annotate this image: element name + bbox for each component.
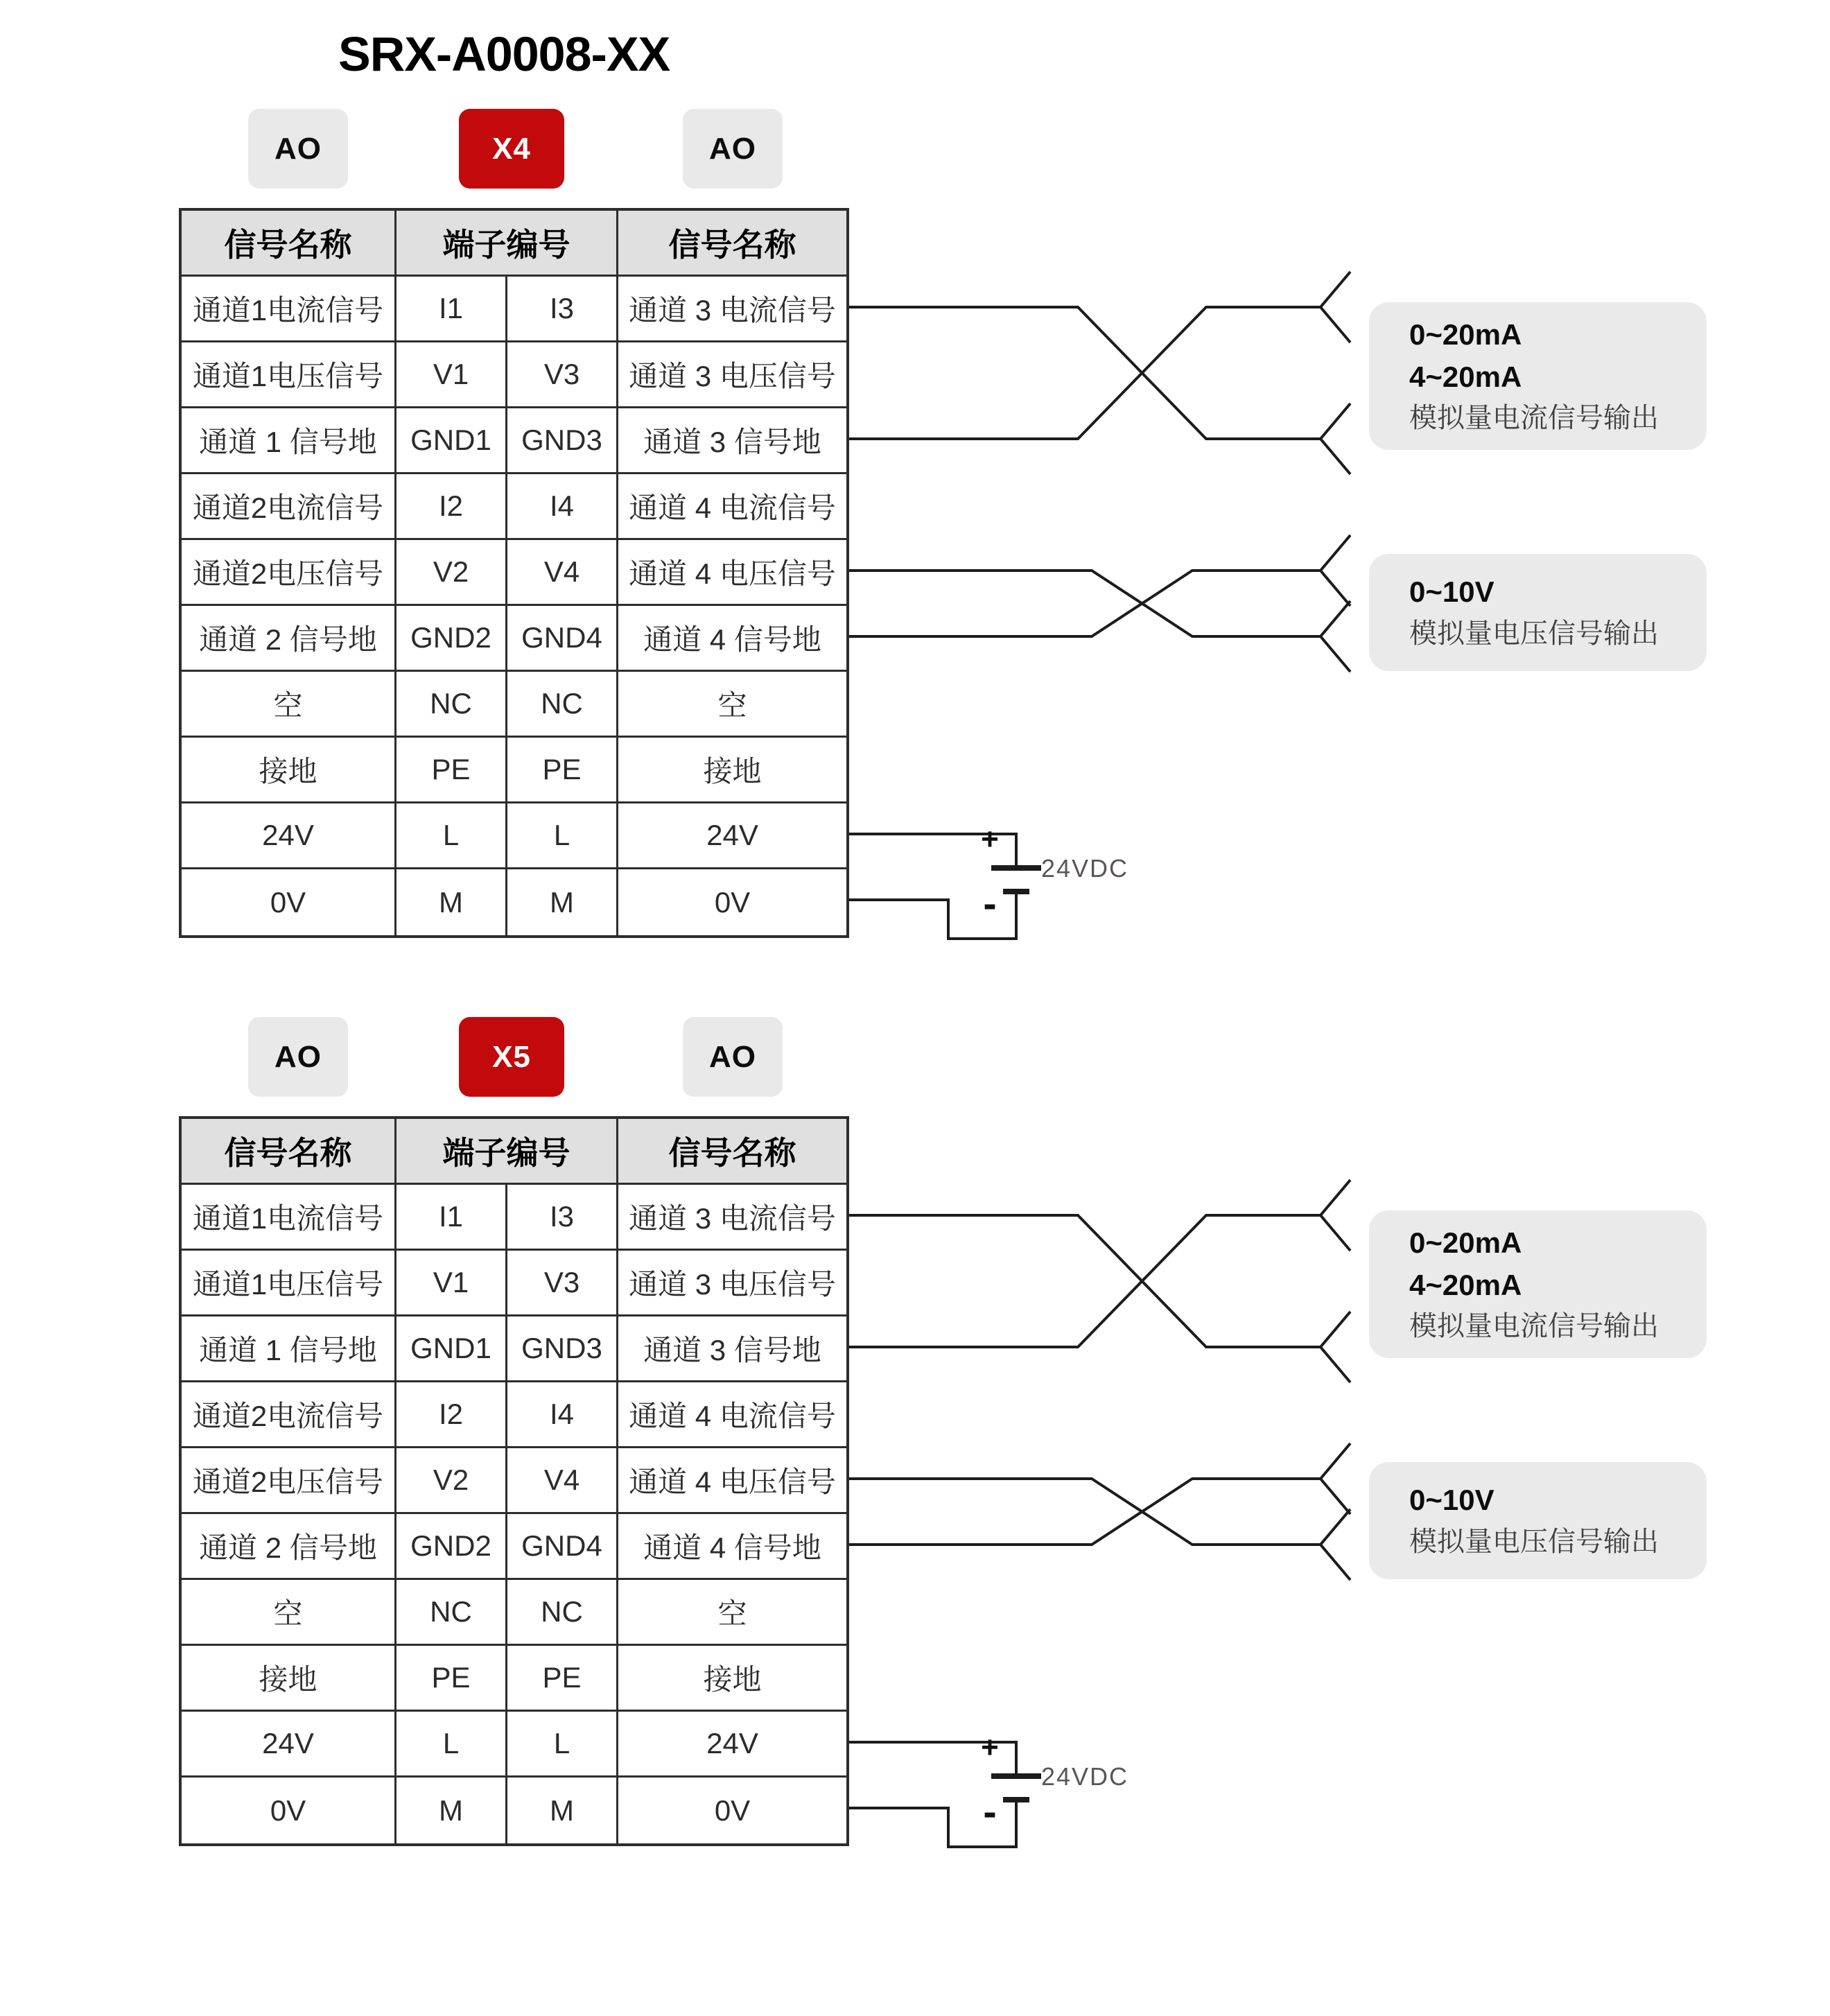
signal-name-cell: 0V	[618, 869, 846, 935]
signal-name-cell: 通道 2 信号地	[182, 606, 397, 672]
badge-ao-right: AO	[683, 109, 783, 189]
terminal-cell: PE	[507, 738, 618, 803]
signal-name-cell: 通道 3 信号地	[618, 408, 846, 474]
note-description: 模拟量电流信号输出	[1409, 402, 1659, 433]
terminal-cell: GND1	[397, 1317, 507, 1382]
signal-name-cell: 空	[182, 1580, 397, 1646]
note-voltage-output	[1369, 554, 1707, 671]
badge-x5: X5	[459, 1017, 564, 1097]
signal-name-cell: 24V	[618, 803, 846, 869]
note-current-output	[1369, 1210, 1707, 1358]
signal-name-cell: 接地	[182, 1646, 397, 1712]
terminal-cell: M	[507, 1778, 618, 1843]
terminal-cell: L	[397, 803, 507, 869]
connector-group-x5	[0, 998, 1830, 1906]
signal-name-cell: 0V	[618, 1778, 846, 1843]
terminal-cell: GND2	[397, 606, 507, 672]
signal-name-cell: 接地	[618, 1646, 846, 1712]
terminal-cell: I3	[507, 277, 618, 342]
terminal-cell: I4	[507, 1382, 618, 1448]
signal-name-cell: 通道 2 信号地	[182, 1514, 397, 1580]
terminal-cell: V3	[507, 342, 618, 408]
terminal-cell: M	[507, 869, 618, 935]
terminal-cell: L	[397, 1712, 507, 1778]
note-range-label: 4~20mA	[1409, 1268, 1522, 1301]
note-range-label: 0~10V	[1409, 1484, 1494, 1517]
note-description: 模拟量电压信号输出	[1409, 618, 1659, 649]
note-description: 模拟量电压信号输出	[1409, 1526, 1659, 1557]
terminal-cell: NC	[507, 672, 618, 738]
terminal-cell: I2	[397, 1382, 507, 1448]
signal-name-cell: 接地	[182, 738, 397, 803]
terminal-cell: I4	[507, 474, 618, 540]
note-current-output	[1369, 302, 1707, 450]
signal-name-cell: 通道1电压信号	[182, 342, 397, 408]
signal-name-cell: 通道1电流信号	[182, 1185, 397, 1251]
signal-name-cell: 空	[618, 672, 846, 738]
terminal-cell: NC	[507, 1580, 618, 1646]
terminal-cell: V1	[397, 1251, 507, 1317]
column-header-terminal: 端子编号	[397, 1119, 618, 1185]
terminal-table-x4	[179, 208, 849, 938]
terminal-table-x5	[179, 1116, 849, 1846]
signal-name-cell: 通道 1 信号地	[182, 1317, 397, 1382]
battery-plus-label: +	[981, 1730, 999, 1764]
signal-name-cell: 通道 3 信号地	[618, 1317, 846, 1382]
terminal-cell: I3	[507, 1185, 618, 1251]
terminal-cell: GND1	[397, 408, 507, 474]
signal-name-cell: 通道1电流信号	[182, 277, 397, 342]
power-supply-label: 24VDC	[1041, 854, 1129, 883]
terminal-cell: NC	[397, 1580, 507, 1646]
signal-name-cell: 通道 3 电流信号	[618, 1185, 846, 1251]
battery-minus-label: -	[983, 1789, 997, 1834]
signal-name-cell: 空	[182, 672, 397, 738]
terminal-cell: GND4	[507, 1514, 618, 1580]
signal-name-cell: 通道2电流信号	[182, 474, 397, 540]
terminal-cell: GND2	[397, 1514, 507, 1580]
signal-name-cell: 接地	[618, 738, 846, 803]
signal-name-cell: 通道 4 信号地	[618, 606, 846, 672]
column-header-terminal: 端子编号	[397, 211, 618, 277]
note-voltage-output	[1369, 1462, 1707, 1579]
signal-name-cell: 24V	[182, 1712, 397, 1778]
badge-ao-left: AO	[248, 109, 348, 189]
signal-name-cell: 通道 4 电流信号	[618, 474, 846, 540]
terminal-cell: GND3	[507, 408, 618, 474]
terminal-cell: PE	[507, 1646, 618, 1712]
terminal-cell: V4	[507, 1448, 618, 1514]
note-range-label: 0~20mA	[1409, 1226, 1522, 1260]
battery-plus-label: +	[981, 822, 999, 856]
column-header-signal-right: 信号名称	[618, 1119, 846, 1185]
terminal-cell: L	[507, 803, 618, 869]
battery-minus-label: -	[983, 881, 997, 926]
terminal-cell: M	[397, 869, 507, 935]
terminal-cell: L	[507, 1712, 618, 1778]
terminal-cell: V1	[397, 342, 507, 408]
signal-name-cell: 0V	[182, 1778, 397, 1843]
terminal-cell: PE	[397, 738, 507, 803]
terminal-cell: PE	[397, 1646, 507, 1712]
signal-name-cell: 通道 3 电压信号	[618, 342, 846, 408]
terminal-cell: NC	[397, 672, 507, 738]
signal-name-cell: 通道2电压信号	[182, 1448, 397, 1514]
note-range-label: 0~10V	[1409, 575, 1494, 609]
signal-name-cell: 通道 3 电流信号	[618, 277, 846, 342]
badge-x4: X4	[459, 109, 564, 189]
terminal-cell: V4	[507, 540, 618, 606]
terminal-cell: GND4	[507, 606, 618, 672]
signal-name-cell: 通道 4 电压信号	[618, 1448, 846, 1514]
terminal-cell: I1	[397, 1185, 507, 1251]
signal-name-cell: 空	[618, 1580, 846, 1646]
terminal-cell: V2	[397, 1448, 507, 1514]
badge-ao-right: AO	[683, 1017, 783, 1097]
terminal-cell: M	[397, 1778, 507, 1843]
terminal-cell: I2	[397, 474, 507, 540]
signal-name-cell: 24V	[618, 1712, 846, 1778]
column-header-signal-right: 信号名称	[618, 211, 846, 277]
note-range-label: 4~20mA	[1409, 360, 1522, 393]
signal-name-cell: 通道2电流信号	[182, 1382, 397, 1448]
page-title: SRX-A0008-XX	[338, 27, 670, 81]
signal-name-cell: 通道1电压信号	[182, 1251, 397, 1317]
signal-name-cell: 通道 4 电流信号	[618, 1382, 846, 1448]
signal-name-cell: 通道2电压信号	[182, 540, 397, 606]
badge-ao-left: AO	[248, 1017, 348, 1097]
terminal-cell: GND3	[507, 1317, 618, 1382]
signal-name-cell: 24V	[182, 803, 397, 869]
signal-name-cell: 0V	[182, 869, 397, 935]
signal-name-cell: 通道 4 电压信号	[618, 540, 846, 606]
signal-name-cell: 通道 3 电压信号	[618, 1251, 846, 1317]
terminal-cell: V2	[397, 540, 507, 606]
column-header-signal-left: 信号名称	[182, 211, 397, 277]
signal-name-cell: 通道 4 信号地	[618, 1514, 846, 1580]
signal-name-cell: 通道 1 信号地	[182, 408, 397, 474]
terminal-cell: V3	[507, 1251, 618, 1317]
connector-group-x4	[0, 90, 1830, 998]
note-description: 模拟量电流信号输出	[1409, 1310, 1659, 1341]
column-header-signal-left: 信号名称	[182, 1119, 397, 1185]
power-supply-label: 24VDC	[1041, 1762, 1129, 1791]
note-range-label: 0~20mA	[1409, 318, 1522, 351]
terminal-cell: I1	[397, 277, 507, 342]
